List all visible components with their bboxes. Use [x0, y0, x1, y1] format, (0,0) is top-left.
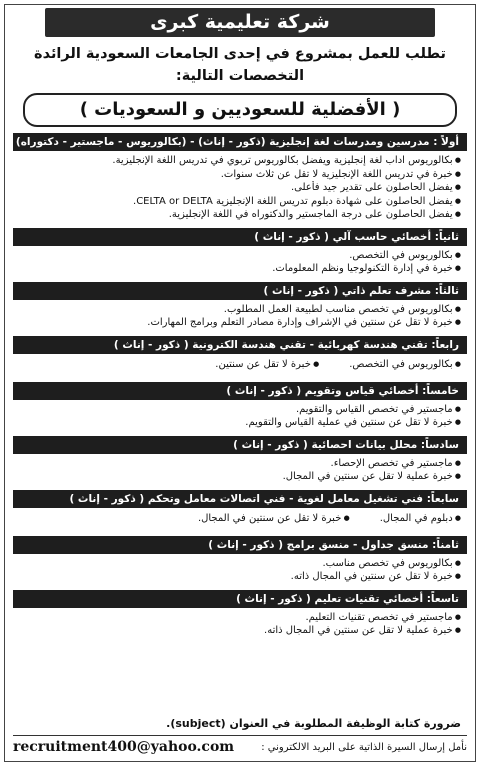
subject-note: ضرورة كتابة الوظيفة المطلوبة في العنوان (subject).	[166, 717, 461, 730]
requirement-item: ● خبرة لا تقل عن سنتين في المجال ذاته.	[19, 570, 461, 584]
requirement-item: ● دبلوم في المجال.	[380, 512, 461, 526]
job-section	[13, 282, 467, 330]
section-title: أولاً : مدرسين ومدرسات لغة إنجليزية (ذكور - إناث) - (بكالوريوس - ماجستير - دكتوراه)	[13, 133, 467, 151]
requirements-list	[13, 246, 467, 276]
job-section	[13, 436, 467, 484]
job-section	[13, 133, 467, 222]
requirement-item: ● خبرة لا تقل عن سنتين في الإشراف وإدارة مصادر التعلم وبرامج المهارات.	[19, 316, 461, 330]
send-cv-label: نأمل إرسال السيرة الذاتية على البريد الالكتروني :	[261, 741, 467, 753]
job-section	[13, 490, 467, 530]
requirement-item: ● خبرة لا تقل عن سنتين.	[215, 358, 319, 372]
requirement-item: ● خبرة في تدريس اللغة الإنجليزية لا تقل عن ثلاث سنوات.	[19, 168, 461, 182]
requirement-item: ● خبرة لا تقل عن سنتين في عملية القياس والتقويم.	[19, 416, 461, 430]
section-title: تاسعاً: أخصائي تقنيات تعليم ( ذكور - إناث )	[13, 590, 467, 608]
section-title: خامساً: أخصائي قياس وتقويم ( ذكور - إناث )	[13, 382, 467, 400]
requirement-item: ● خبرة في إدارة التكنولوجيا ونظم المعلومات.	[19, 262, 461, 276]
requirement-item: ● بكالوريوس في التخصص.	[19, 249, 461, 263]
intro-line-1: تطلب للعمل بمشروع في إحدى الجامعات السعودية الرائدة	[34, 46, 446, 62]
job-section	[13, 536, 467, 584]
requirement-item: ● بكالوريوس في تخصص مناسب لطبيعة العمل المطلوب.	[19, 303, 461, 317]
section-title: سادساً: محلل بيانات احصائية ( ذكور - إناث )	[13, 436, 467, 454]
requirement-item: ● يفضل الحاصلون على شهادة دبلوم تدريس اللغة الإنجليزية CELTA or DELTA.	[19, 195, 461, 209]
requirement-item: ● ماجستير في تخصص القياس والتقويم.	[19, 403, 461, 417]
email-link[interactable]: recruitment400@yahoo.com	[13, 739, 235, 755]
intro	[5, 43, 475, 87]
requirements-list	[13, 151, 467, 222]
job-advertisement	[4, 4, 476, 762]
footer	[13, 715, 467, 755]
requirement-item: ● ماجستير في تخصص الإحصاء.	[19, 457, 461, 471]
requirements-list	[13, 508, 467, 530]
preference-banner: ( الأفضلية للسعوديين و السعوديات )	[23, 93, 457, 127]
requirements-list	[13, 454, 467, 484]
requirements-list	[13, 400, 467, 430]
contact-row	[13, 735, 467, 755]
section-title: ثامناً: منسق جداول - منسق برامج ( ذكور - إناث )	[13, 536, 467, 554]
section-title: رابعاً: تقني هندسة كهربائية - تقني هندسة الكترونية ( ذكور - إناث )	[13, 336, 467, 354]
requirement-item: ● بكالوريوس في التخصص.	[349, 358, 461, 372]
company-title: شركة تعليمية كبرى	[45, 8, 435, 37]
intro-line-2: التخصصات التالية:	[175, 68, 305, 84]
requirement-item: ● خبرة عملية لا تقل عن سنتين في المجال.	[19, 470, 461, 484]
job-section	[13, 336, 467, 376]
requirement-item: ● يفضل الحاصلون على تقدير جيد فأعلى.	[19, 181, 461, 195]
job-section	[13, 590, 467, 638]
requirements-list	[13, 608, 467, 638]
requirement-item: ● ماجستير في تخصص تقنيات التعليم.	[19, 611, 461, 625]
job-sections	[5, 133, 475, 638]
requirement-item: ● بكالوريوس اداب لغة إنجليزية ويفضل بكالوريوس تربوي في تدريس اللغة الإنجليزية.	[19, 154, 461, 168]
requirements-list	[13, 300, 467, 330]
job-section	[13, 228, 467, 276]
requirement-item: ● خبرة عملية لا تقل عن سنتين في المجال ذاته.	[19, 624, 461, 638]
section-title: ثالثاً: مشرف تعلم ذاتي ( ذكور - إناث )	[13, 282, 467, 300]
section-title: ثانياً: أخصائي حاسب آلي ( ذكور - إناث )	[13, 228, 467, 246]
requirements-list	[13, 354, 467, 376]
section-title: سابعاً: فني تشغيل معامل لغوية - فني اتصالات معامل وتحكم ( ذكور - إناث )	[13, 490, 467, 508]
requirements-list	[13, 554, 467, 584]
requirement-item: ● خبرة لا تقل عن سنتين في المجال.	[198, 512, 350, 526]
requirement-item: ● يفضل الحاصلون على درجة الماجستير والدكتوراه في اللغة الإنجليزية.	[19, 208, 461, 222]
requirement-item: ● بكالوريوس في تخصص مناسب.	[19, 557, 461, 571]
job-section	[13, 382, 467, 430]
